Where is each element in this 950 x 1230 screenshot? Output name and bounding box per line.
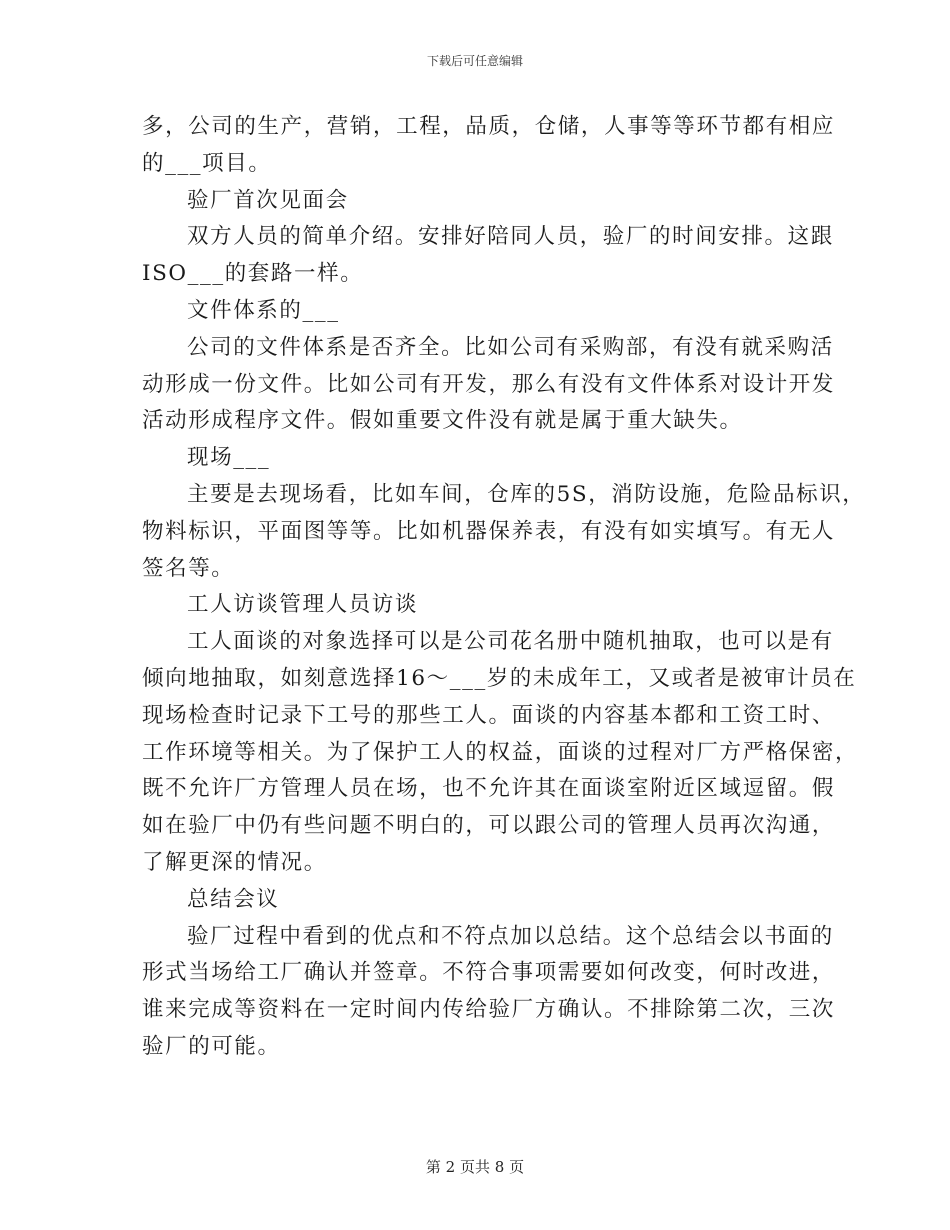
body-line: 活动形成程序文件。假如重要文件没有就是属于重大缺失。 <box>142 408 743 434</box>
section-heading: 总结会议 <box>187 886 280 912</box>
section-heading: 现场___ <box>187 445 271 471</box>
page-number: 第 2 页共 8 页 <box>425 1158 525 1176</box>
body-line: 物料标识，平面图等等。比如机器保养表，有没有如实填写。有无人 <box>142 518 836 544</box>
body-line: 签名等。 <box>142 555 235 581</box>
section-heading: 验厂首次见面会 <box>187 187 349 213</box>
body-line: 验厂过程中看到的优点和不符点加以总结。这个总结会以书面的 <box>187 923 834 949</box>
body-line: 既不允许厂方管理人员在场，也不允许其在面谈室附近区域逗留。假 <box>142 776 836 802</box>
body-line: 工作环境等相关。为了保护工人的权益，面谈的过程对厂方严格保密， <box>142 739 859 765</box>
document-body <box>142 109 866 1066</box>
body-line: 动形成一份文件。比如公司有开发，那么有没有文件体系对设计开发 <box>142 371 836 397</box>
body-line: 主要是去现场看，比如车间，仓库的5S，消防设施，危险品标识， <box>187 481 866 507</box>
body-line: 谁来完成等资料在一定时间内传给验厂方确认。不排除第二次，三次 <box>142 997 836 1023</box>
section-heading: 文件体系的___ <box>187 297 340 323</box>
body-line: 多，公司的生产，营销，工程，品质，仓储，人事等等环节都有相应 <box>142 114 836 139</box>
body-line: 验厂的可能。 <box>142 1033 281 1059</box>
body-line: ISO___的套路一样。 <box>142 261 364 287</box>
body-line: 双方人员的简单介绍。安排好陪同人员，验厂的时间安排。这跟 <box>187 224 834 250</box>
body-line: 现场检查时记录下工号的那些工人。面谈的内容基本都和工资工时、 <box>142 702 836 728</box>
body-line: 如在验厂中仍有些问题不明白的，可以跟公司的管理人员再次沟通， <box>142 813 836 839</box>
body-line: 倾向地抽取，如刻意选择16～___岁的未成年工，又或者是被审计员在 <box>142 665 857 691</box>
body-line: 了解更深的情况。 <box>142 849 327 875</box>
body-line: 形式当场给工厂确认并签章。不符合事项需要如何改变，何时改进， <box>142 960 836 986</box>
body-line: 的___项目。 <box>142 150 272 176</box>
body-line: 公司的文件体系是否齐全。比如公司有采购部，有没有就采购活 <box>187 334 834 360</box>
body-line: 工人面谈的对象选择可以是公司花名册中随机抽取，也可以是有 <box>187 629 834 655</box>
section-heading: 工人访谈管理人员访谈 <box>187 592 419 618</box>
header-note: 下载后可任意编辑 <box>426 54 523 68</box>
